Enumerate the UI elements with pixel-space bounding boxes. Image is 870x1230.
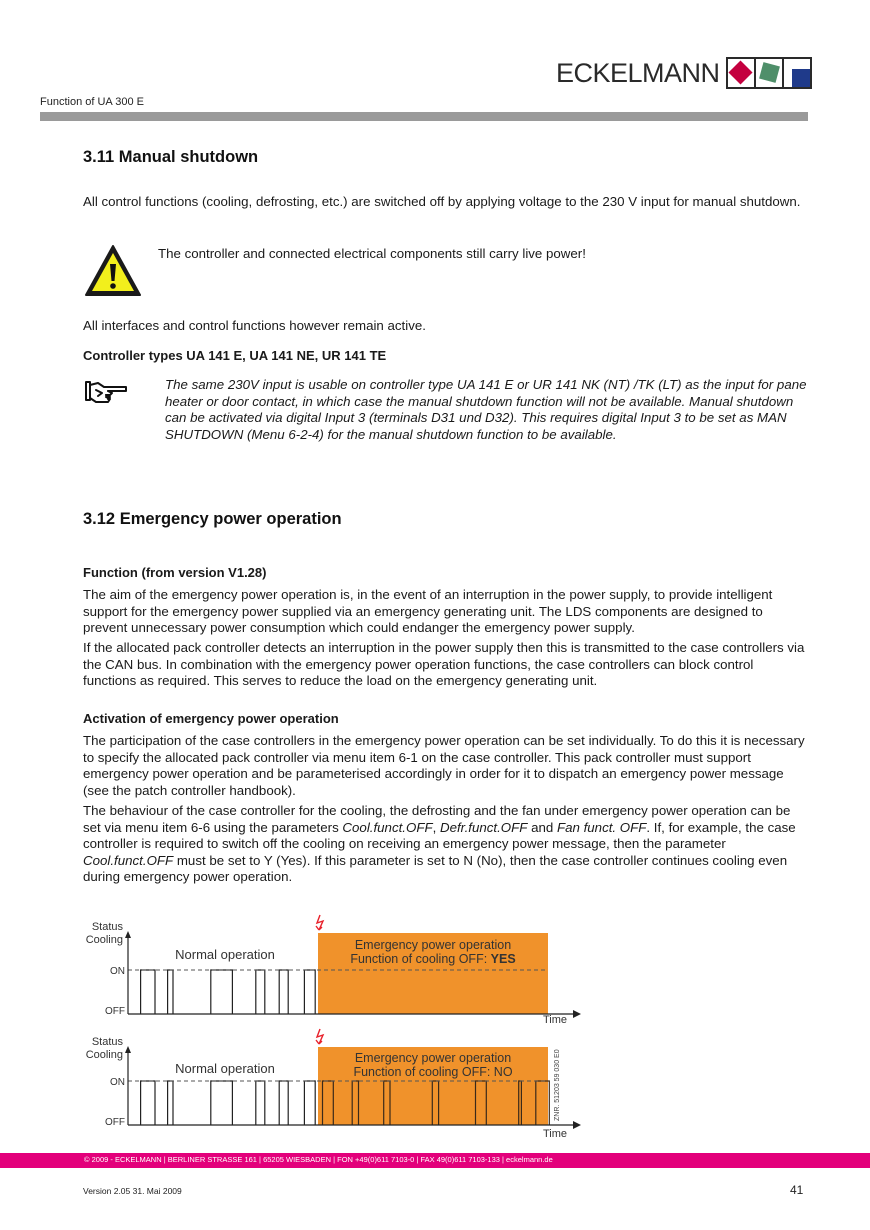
x-label-time: Time	[542, 1128, 567, 1140]
note-text: The same 230V input is usable on controller type UA 141 E or UR 141 NK (NT) /TK (LT) as the input for pane heater or door contact, in which case the manual shutdown function will not be available. Manual shutdown can be activated via digital Input 3 (terminals D31 und D32). This requires digital Input 3 to be set as MAN SHUTDOWN (Menu 6-2-4) for the manual shutdown function to be available.	[165, 377, 807, 442]
pointing-hand-icon	[84, 380, 130, 404]
page-number: 41	[790, 1183, 804, 1197]
timing-diagram-no	[75, 1025, 585, 1143]
normal-pulse	[279, 1081, 288, 1125]
normal-pulse	[168, 970, 173, 1014]
behaviour-text: ,	[432, 819, 440, 835]
logo-square-green	[756, 59, 784, 87]
behaviour-text: The behaviour of the case controller for the cooling, the defrosting and the fan under emergency power operation can be set via menu item 6-6 using the parameters	[83, 803, 791, 835]
time-axis-arrow-icon	[573, 1121, 581, 1129]
normal-pulse	[304, 1081, 315, 1125]
logo-square-red	[728, 59, 756, 87]
emergency-label: Emergency power operation	[354, 1051, 512, 1065]
pulse-train	[141, 970, 316, 1014]
subheading-activation: Activation of emergency power operation	[83, 711, 339, 726]
behaviour-text: must be set to Y (Yes). If this parameter is set to N (No), then the case controller continues cooling even during emergency power operation.	[83, 852, 788, 885]
param-defr-funct-off: Defr.funct.OFF	[439, 819, 528, 835]
normal-pulse	[211, 970, 233, 1014]
y-label-cooling: Cooling	[85, 934, 123, 946]
cooling-off-label	[353, 1065, 512, 1079]
paragraph-pack-controller: If the allocated pack controller detects an interruption in the power supply then this is transmitted to the case controllers via the CAN bus. In combination with the emergency power operation functions, the case controllers can block control functions as required. This serves to reduce the load on the emergency generating unit.	[83, 640, 805, 689]
param-fan-funct-off: Fan funct. OFF	[556, 819, 647, 835]
cooling-off-value: YES	[490, 952, 516, 966]
normal-pulse	[256, 970, 265, 1014]
cooling-off-prefix: Function of cooling OFF:	[353, 1065, 494, 1079]
cooling-off-value: NO	[493, 1065, 513, 1079]
power-failure-lightning-icon	[316, 915, 323, 930]
cooling-off-label	[350, 952, 515, 966]
status-axis-arrow-icon	[125, 1046, 131, 1053]
y-label-status: Status	[91, 921, 123, 933]
normal-operation-label: Normal operation	[175, 947, 275, 962]
x-label-time: Time	[542, 1014, 567, 1026]
timing-diagram-yes	[75, 910, 585, 1028]
behaviour-text: and	[527, 819, 557, 835]
footer-address: © 2009 - ECKELMANN | BERLINER STRASSE 161 | 65205 WIESBADEN | FON +49(0)611 7103-0 | FAX 49(0)611 7103-133 | eckelmann.de	[84, 1155, 553, 1164]
time-axis-arrow-icon	[573, 1010, 581, 1018]
paragraph-behaviour	[83, 803, 808, 886]
logo-squares	[726, 57, 812, 89]
normal-operation-label: Normal operation	[175, 1061, 275, 1076]
off-label: OFF	[105, 1006, 125, 1017]
version-date: Version 2.05 31. Mai 2009	[83, 1186, 182, 1196]
drawing-number: ZNR. 51203 59 030 E0	[554, 1049, 561, 1121]
normal-pulse	[168, 1081, 173, 1125]
param-cool-funct-off: Cool.funct.OFF	[342, 819, 433, 835]
eckelmann-logo	[556, 57, 812, 89]
section-title-3-12: 3.12 Emergency power operation	[83, 510, 342, 528]
behaviour-text: . If, for example, the case controller is required to switch off the cooling on receiving an emergency power message, then the parameter	[83, 819, 796, 852]
paragraph-aim: The aim of the emergency power operation is, in the event of an interruption in the power supply, to provide intelligent support for the emergency power supplied via an emergency generating unit. The LDS components are designed to prevent unnecessary power consumption which could endanger the emergency power supply.	[83, 587, 773, 636]
normal-pulse	[256, 1081, 265, 1125]
cooling-off-prefix: Function of cooling OFF:	[350, 952, 491, 966]
normal-pulse	[211, 1081, 233, 1125]
section-title-3-11: 3.11 Manual shutdown	[83, 148, 259, 166]
paragraph-participation: The participation of the case controllers in the emergency power operation can be set individually. To do this it is necessary to specify the allocated pack controller via menu item 6-1 on the case controller. This pack controller must support emergency power operation and be parameterised accordingly in order for it to dispatch an emergency power message (see the patch controller handbook).	[83, 733, 805, 798]
normal-pulse	[304, 970, 315, 1014]
on-label: ON	[110, 1077, 125, 1088]
logo-square-blue	[784, 59, 810, 87]
normal-pulse	[279, 970, 288, 1014]
subheading-controller-types: Controller types UA 141 E, UA 141 NE, UR 141 TE	[83, 348, 387, 363]
status-axis-arrow-icon	[125, 931, 131, 938]
paragraph-interfaces: All interfaces and control functions however remain active.	[83, 318, 426, 333]
power-failure-lightning-icon	[316, 1029, 323, 1044]
warning-text: The controller and connected electrical components still carry live power!	[158, 246, 586, 261]
warning-triangle-icon	[84, 244, 142, 298]
normal-pulse	[141, 1081, 155, 1125]
y-label-cooling: Cooling	[85, 1049, 123, 1061]
emergency-label: Emergency power operation	[354, 938, 512, 952]
normal-pulse	[141, 970, 155, 1014]
paragraph-intro: All control functions (cooling, defrosting, etc.) are switched off by applying voltage to the 230 V input for manual shutdown.	[83, 194, 801, 209]
on-label: ON	[110, 966, 125, 977]
off-label: OFF	[105, 1117, 125, 1128]
header-rule	[40, 112, 808, 121]
logo-wordmark: ECKELMANN	[556, 57, 720, 88]
subheading-function: Function (from version V1.28)	[83, 565, 267, 580]
y-label-status: Status	[91, 1036, 123, 1048]
running-head: Function of UA 300 E	[40, 96, 144, 108]
param-cool-funct-off: Cool.funct.OFF	[83, 852, 174, 868]
